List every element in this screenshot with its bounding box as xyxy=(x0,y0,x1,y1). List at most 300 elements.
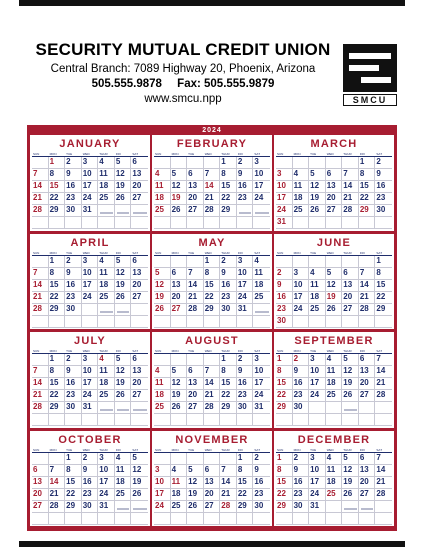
day-cell xyxy=(65,465,82,477)
day-cell xyxy=(98,489,115,501)
day-cell xyxy=(309,390,326,402)
day-cell xyxy=(65,169,82,181)
empty-day-cell xyxy=(65,414,82,426)
day-number: 24 xyxy=(82,390,92,399)
day-number: 28 xyxy=(33,402,42,411)
weekday-label: MON xyxy=(49,152,57,156)
empty-day-cell xyxy=(326,157,343,169)
day-cell xyxy=(32,477,49,489)
weekday-label: MON xyxy=(49,447,57,452)
weekday-label: FRI xyxy=(359,152,365,156)
day-number: 7 xyxy=(204,366,210,375)
empty-day-cell xyxy=(237,316,254,328)
day-cell xyxy=(49,489,66,501)
day-number: 31 xyxy=(310,500,320,510)
day-number: 19 xyxy=(115,279,125,289)
day-number: 13 xyxy=(326,181,336,190)
empty-day-cell xyxy=(154,217,171,229)
day-cell xyxy=(326,193,343,205)
day-number: 12 xyxy=(115,267,125,277)
empty-day-cell xyxy=(375,316,392,328)
empty-day-cell xyxy=(359,402,376,414)
day-cell xyxy=(187,169,204,181)
day-number: 13 xyxy=(171,279,181,289)
day-cell xyxy=(276,292,293,304)
day-number: 21 xyxy=(221,488,231,498)
weekday-label: WED xyxy=(204,152,212,156)
day-number: 20 xyxy=(33,488,42,498)
day-number: 7 xyxy=(33,267,38,277)
day-cell xyxy=(204,304,221,316)
day-cell xyxy=(204,181,221,193)
month-name: NOVEMBER xyxy=(175,433,249,446)
day-number: 14 xyxy=(204,181,214,190)
day-number: 9 xyxy=(254,464,259,474)
day-cell xyxy=(115,193,132,205)
day-cell xyxy=(131,193,148,205)
day-cell xyxy=(253,256,270,268)
day-number: 22 xyxy=(277,390,286,399)
weekday-label: WED xyxy=(326,250,334,255)
day-cell xyxy=(82,256,99,268)
day-cell xyxy=(309,280,326,292)
day-number: 21 xyxy=(33,193,42,202)
month-name: DECEMBER xyxy=(297,433,371,446)
day-cell xyxy=(98,453,115,465)
weekday-label: FRI xyxy=(115,152,121,156)
day-number: 12 xyxy=(188,476,198,486)
day-number: 13 xyxy=(188,181,198,190)
empty-day-cell xyxy=(293,513,310,525)
day-number: 5 xyxy=(115,157,121,166)
day-number: 7 xyxy=(376,354,381,363)
empty-day-cell xyxy=(187,157,204,169)
day-number: 28 xyxy=(204,402,214,411)
day-cell xyxy=(131,169,148,181)
empty-day-cell xyxy=(171,256,188,268)
day-cell xyxy=(187,205,204,217)
day-number: 4 xyxy=(254,255,259,265)
day-number: 2 xyxy=(82,452,88,462)
day-cell xyxy=(375,292,392,304)
day-cell xyxy=(98,366,115,378)
empty-day-cell xyxy=(187,316,204,328)
day-cell xyxy=(220,390,237,402)
day-cell xyxy=(293,366,310,378)
weekday-label: THUR xyxy=(221,349,230,353)
weekday-label: SAT xyxy=(132,152,139,156)
weekday-label: SAT xyxy=(254,152,261,156)
day-number: 31 xyxy=(237,303,247,313)
day-cell xyxy=(326,390,343,402)
day-cell xyxy=(131,292,148,304)
weekday-label: SUN xyxy=(33,152,40,156)
empty-day-cell xyxy=(276,414,293,426)
day-number: 25 xyxy=(155,402,164,411)
day-number: 17 xyxy=(254,378,264,387)
day-cell xyxy=(253,157,270,169)
day-number: 11 xyxy=(99,169,108,178)
day-cell xyxy=(309,292,326,304)
day-number: 16 xyxy=(237,181,247,190)
day-number: 27 xyxy=(33,500,42,510)
day-number: 18 xyxy=(155,193,164,202)
day-cell xyxy=(49,354,66,366)
day-number: 4 xyxy=(155,366,160,375)
day-number: 16 xyxy=(66,181,76,190)
weekday-label: TUE xyxy=(66,447,73,452)
day-number: 18 xyxy=(293,193,303,202)
day-cell xyxy=(32,205,49,217)
day-number: 13 xyxy=(204,476,214,486)
empty-day-cell xyxy=(326,316,343,328)
day-number: 12 xyxy=(326,279,336,289)
branch-address: Central Branch: 7089 Highway 20, Phoenix, Arizona xyxy=(50,63,316,75)
day-number: 29 xyxy=(277,500,286,510)
weekday-label: SAT xyxy=(376,447,383,452)
day-cell xyxy=(326,268,343,280)
day-number: 18 xyxy=(115,476,125,486)
day-cell xyxy=(309,477,326,489)
day-number: 6 xyxy=(343,267,348,277)
day-cell xyxy=(65,489,82,501)
day-number: 4 xyxy=(99,255,104,265)
day-cell xyxy=(375,465,392,477)
day-number: 7 xyxy=(343,169,348,178)
day-cell xyxy=(98,169,115,181)
day-cell xyxy=(171,390,188,402)
empty-day-cell xyxy=(237,513,254,525)
weekday-label: FRI xyxy=(359,349,365,353)
day-number: 24 xyxy=(277,205,286,214)
day-number: 29 xyxy=(49,303,59,313)
weekday-label: SUN xyxy=(33,349,40,353)
day-number: 18 xyxy=(326,476,336,486)
day-cell xyxy=(171,477,188,489)
weekday-label: TUE xyxy=(188,447,195,452)
day-number: 27 xyxy=(204,500,214,510)
day-cell xyxy=(375,378,392,390)
day-cell xyxy=(293,489,310,501)
day-cell xyxy=(309,354,326,366)
empty-day-cell xyxy=(131,316,148,328)
mini-calendar-placeholder xyxy=(344,508,357,510)
day-cell xyxy=(65,205,82,217)
day-cell xyxy=(49,366,66,378)
day-number: 10 xyxy=(293,279,303,289)
day-number: 5 xyxy=(188,464,193,474)
day-number: 30 xyxy=(66,205,76,214)
day-number: 1 xyxy=(49,354,55,363)
day-number: 26 xyxy=(115,193,125,202)
day-number: 20 xyxy=(188,193,198,202)
day-cell xyxy=(115,378,132,390)
empty-day-cell xyxy=(204,157,221,169)
day-number: 22 xyxy=(359,193,369,202)
weekday-label: SAT xyxy=(376,250,383,255)
day-cell xyxy=(98,390,115,402)
day-grid xyxy=(32,354,148,426)
day-cell xyxy=(171,378,188,390)
day-cell xyxy=(204,477,221,489)
mini-calendar-placeholder xyxy=(100,311,113,313)
weekday-label: WED xyxy=(82,152,90,156)
day-cell xyxy=(276,402,293,414)
weekday-label: THUR xyxy=(221,447,230,452)
empty-day-cell xyxy=(154,256,171,268)
month-name: SEPTEMBER xyxy=(294,335,374,347)
day-cell xyxy=(32,465,49,477)
empty-day-cell xyxy=(32,453,49,465)
day-number: 13 xyxy=(343,279,353,289)
weekday-label: SUN xyxy=(155,349,162,353)
day-number: 5 xyxy=(310,169,315,178)
empty-day-cell xyxy=(49,316,66,328)
empty-day-cell xyxy=(32,414,49,426)
day-cell xyxy=(375,268,392,280)
day-number: 16 xyxy=(376,181,386,190)
day-number: 18 xyxy=(99,378,109,387)
day-number: 19 xyxy=(343,378,353,387)
day-number: 23 xyxy=(66,291,76,301)
day-cell xyxy=(326,280,343,292)
day-number: 7 xyxy=(49,464,55,474)
day-cell xyxy=(171,193,188,205)
day-cell xyxy=(253,501,270,513)
day-cell xyxy=(98,268,115,280)
empty-day-cell xyxy=(82,217,99,229)
empty-day-cell xyxy=(131,402,148,414)
day-cell xyxy=(237,489,254,501)
day-cell xyxy=(359,477,376,489)
day-cell xyxy=(154,181,171,193)
day-number: 23 xyxy=(293,390,303,399)
month-october xyxy=(30,431,150,527)
day-number: 15 xyxy=(221,181,231,190)
day-number: 7 xyxy=(204,169,210,178)
day-cell xyxy=(309,453,326,465)
day-cell xyxy=(326,205,343,217)
empty-day-cell xyxy=(342,402,359,414)
day-cell xyxy=(171,169,188,181)
day-number: 15 xyxy=(66,476,76,486)
day-number: 27 xyxy=(188,402,198,411)
day-number: 23 xyxy=(66,390,76,399)
day-number: 27 xyxy=(359,488,369,498)
day-cell xyxy=(293,390,310,402)
day-number: 1 xyxy=(66,452,71,462)
weekday-label: THUR xyxy=(343,250,352,255)
day-number: 4 xyxy=(115,452,121,462)
month-march xyxy=(274,135,394,231)
day-number: 21 xyxy=(33,390,42,399)
empty-day-cell xyxy=(32,513,49,525)
day-number: 20 xyxy=(171,291,181,301)
empty-day-cell xyxy=(171,513,188,525)
weekday-label: MON xyxy=(49,349,57,353)
day-number: 25 xyxy=(99,291,109,301)
empty-day-cell xyxy=(375,402,392,414)
day-cell xyxy=(253,489,270,501)
empty-day-cell xyxy=(131,217,148,229)
mini-calendar-placeholder xyxy=(239,212,252,214)
weekday-label: THUR xyxy=(99,447,108,452)
day-number: 6 xyxy=(132,157,137,166)
day-number: 3 xyxy=(310,452,315,462)
day-number: 14 xyxy=(33,181,42,190)
day-cell xyxy=(65,157,82,169)
day-cell xyxy=(154,205,171,217)
empty-day-cell xyxy=(131,513,148,525)
day-cell xyxy=(32,268,49,280)
day-number: 27 xyxy=(171,303,181,313)
day-number: 12 xyxy=(171,181,181,190)
day-cell xyxy=(32,366,49,378)
day-number: 23 xyxy=(237,390,247,399)
weekday-label: TUE xyxy=(188,349,195,353)
day-cell xyxy=(32,292,49,304)
day-number: 2 xyxy=(293,354,299,363)
day-number: 30 xyxy=(376,205,386,214)
logo-text: SMCU xyxy=(343,94,397,106)
mini-calendar-placeholder xyxy=(255,212,269,214)
day-cell xyxy=(82,402,99,414)
day-cell xyxy=(82,390,99,402)
day-number: 1 xyxy=(277,452,282,462)
day-cell xyxy=(154,390,171,402)
day-grid xyxy=(32,157,148,229)
day-cell xyxy=(131,268,148,280)
day-number: 30 xyxy=(221,303,231,313)
empty-day-cell xyxy=(204,354,221,366)
weekday-label: MON xyxy=(293,349,301,353)
day-cell xyxy=(171,268,188,280)
day-number: 17 xyxy=(310,476,320,486)
day-number: 20 xyxy=(204,488,214,498)
day-cell xyxy=(276,205,293,217)
day-number: 4 xyxy=(99,157,104,166)
day-cell xyxy=(220,477,237,489)
day-number: 12 xyxy=(171,378,181,387)
day-number: 11 xyxy=(115,464,125,474)
day-cell xyxy=(359,378,376,390)
day-number: 5 xyxy=(171,366,177,375)
day-cell xyxy=(276,193,293,205)
day-number: 10 xyxy=(254,169,264,178)
day-cell xyxy=(187,304,204,316)
day-cell xyxy=(131,181,148,193)
day-cell xyxy=(49,378,66,390)
day-cell xyxy=(359,366,376,378)
day-cell xyxy=(49,402,66,414)
weekday-label: MON xyxy=(171,152,179,156)
day-number: 3 xyxy=(237,255,243,265)
empty-day-cell xyxy=(309,414,326,426)
day-number: 9 xyxy=(82,464,88,474)
day-number: 13 xyxy=(132,366,142,375)
day-cell xyxy=(309,193,326,205)
day-number: 30 xyxy=(82,500,92,510)
weekday-label: MON xyxy=(171,250,179,255)
day-number: 2 xyxy=(221,255,226,265)
day-cell xyxy=(359,268,376,280)
day-cell xyxy=(237,465,254,477)
empty-day-cell xyxy=(309,402,326,414)
bottom-border-bar xyxy=(19,541,405,547)
day-number: 22 xyxy=(376,291,386,301)
weekday-label: THUR xyxy=(99,250,108,255)
day-number: 18 xyxy=(171,488,181,498)
day-number: 17 xyxy=(82,279,92,289)
day-number: 28 xyxy=(376,488,386,498)
day-cell xyxy=(375,489,392,501)
day-number: 10 xyxy=(155,476,164,486)
weekday-label: WED xyxy=(204,250,212,255)
day-cell xyxy=(49,501,66,513)
day-number: 3 xyxy=(155,464,160,474)
weekday-label: WED xyxy=(204,447,212,452)
empty-day-cell xyxy=(98,205,115,217)
day-number: 12 xyxy=(115,366,125,375)
day-number: 22 xyxy=(221,390,231,399)
day-number: 8 xyxy=(49,366,55,375)
weekday-label: SUN xyxy=(155,447,162,452)
day-number: 4 xyxy=(155,169,160,178)
month-may xyxy=(152,234,272,330)
day-number: 2 xyxy=(66,354,71,363)
day-number: 15 xyxy=(204,279,214,289)
day-cell xyxy=(342,193,359,205)
day-number: 23 xyxy=(376,193,386,202)
website-link[interactable]: www.smcu.npp xyxy=(144,93,222,105)
day-cell xyxy=(326,304,343,316)
day-number: 20 xyxy=(359,378,369,387)
day-number: 21 xyxy=(376,476,386,486)
day-number: 12 xyxy=(343,464,353,474)
day-grid xyxy=(276,354,392,426)
day-number: 19 xyxy=(171,390,181,399)
day-number: 21 xyxy=(204,390,214,399)
day-number: 27 xyxy=(132,390,142,399)
day-cell xyxy=(220,268,237,280)
day-cell xyxy=(82,205,99,217)
day-number: 10 xyxy=(277,181,286,190)
day-number: 5 xyxy=(326,267,332,277)
day-number: 12 xyxy=(310,181,320,190)
month-name: MAY xyxy=(198,236,226,249)
empty-day-cell xyxy=(309,316,326,328)
weekday-label: SUN xyxy=(33,447,40,452)
day-number: 14 xyxy=(204,378,214,387)
day-number: 10 xyxy=(99,464,109,474)
day-cell xyxy=(82,366,99,378)
day-number: 23 xyxy=(221,291,231,301)
empty-day-cell xyxy=(154,354,171,366)
day-number: 1 xyxy=(221,157,226,166)
day-number: 3 xyxy=(99,452,104,462)
day-number: 18 xyxy=(155,390,164,399)
empty-day-cell xyxy=(204,217,221,229)
day-number: 3 xyxy=(293,267,299,277)
day-number: 29 xyxy=(221,205,231,214)
day-cell xyxy=(115,390,132,402)
day-cell xyxy=(98,280,115,292)
weekday-label: SUN xyxy=(277,447,284,452)
day-number: 12 xyxy=(155,279,164,289)
day-number: 9 xyxy=(293,366,299,375)
day-number: 25 xyxy=(254,291,264,301)
day-number: 8 xyxy=(237,464,243,474)
